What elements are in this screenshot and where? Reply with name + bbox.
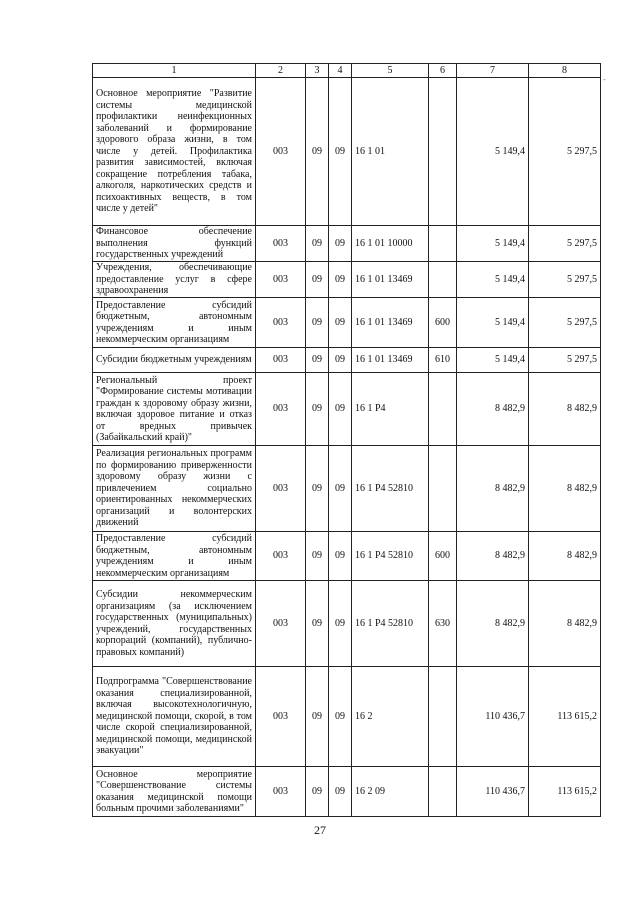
cell-amount-8: 5 297,5 — [529, 298, 601, 348]
cell-type — [429, 226, 457, 262]
cell-amount-8: 5 297,5 — [529, 226, 601, 262]
cell-subsection: 09 — [329, 78, 352, 226]
table-row — [93, 226, 601, 262]
cell-type: 600 — [429, 298, 457, 348]
col-header: 3 — [306, 64, 329, 78]
cell-section: 09 — [306, 767, 329, 817]
row-name: Региональный проект "Формирование системы мотивации граждан к здоровому образу жизни, включая здоровое питание и отказ от вредных привычек (Забайкальский край)" — [93, 373, 256, 446]
cell-section: 09 — [306, 532, 329, 581]
cell-amount-8: 113 615,2 — [529, 767, 601, 817]
cell-section: 09 — [306, 262, 329, 298]
cell-code: 003 — [256, 532, 306, 581]
cell-type — [429, 767, 457, 817]
cell-target: 16 1 01 13469 — [352, 348, 429, 373]
table-row — [93, 532, 601, 581]
cell-amount-7: 5 149,4 — [457, 298, 529, 348]
cell-amount-7: 8 482,9 — [457, 532, 529, 581]
cell-target: 16 1 01 10000 — [352, 226, 429, 262]
col-header: 5 — [352, 64, 429, 78]
col-header: 6 — [429, 64, 457, 78]
cell-target: 16 1 01 13469 — [352, 298, 429, 348]
table-row — [93, 581, 601, 667]
cell-section: 09 — [306, 298, 329, 348]
cell-target: 16 1 Р4 52810 — [352, 446, 429, 532]
cell-subsection: 09 — [329, 298, 352, 348]
cell-code: 003 — [256, 348, 306, 373]
cell-target: 16 2 — [352, 667, 429, 767]
table-row — [93, 767, 601, 817]
cell-code: 003 — [256, 767, 306, 817]
cell-code: 003 — [256, 446, 306, 532]
cell-target: 16 1 Р4 52810 — [352, 532, 429, 581]
cell-amount-7: 110 436,7 — [457, 667, 529, 767]
cell-amount-7: 8 482,9 — [457, 581, 529, 667]
cell-amount-8: 8 482,9 — [529, 446, 601, 532]
cell-type — [429, 262, 457, 298]
cell-target: 16 2 09 — [352, 767, 429, 817]
cell-amount-8: 113 615,2 — [529, 667, 601, 767]
cell-code: 003 — [256, 298, 306, 348]
row-name: Основное мероприятие "Совершенствование системы оказания медицинской помощи больным прочими заболеваниями" — [93, 767, 256, 817]
cell-subsection: 09 — [329, 348, 352, 373]
margin-mark: - — [603, 75, 606, 84]
cell-amount-7: 5 149,4 — [457, 262, 529, 298]
cell-amount-8: 5 297,5 — [529, 348, 601, 373]
cell-section: 09 — [306, 373, 329, 446]
cell-amount-8: 8 482,9 — [529, 373, 601, 446]
table-row — [93, 348, 601, 373]
cell-type — [429, 78, 457, 226]
cell-type: 630 — [429, 581, 457, 667]
table-row — [93, 262, 601, 298]
col-header: 4 — [329, 64, 352, 78]
row-name: Подпрограмма "Совершенствование оказания специализированной, включая высокотехнологичную, медицинской помощи, скорой, в том числе скорой специализированной, медицинской помощи, медицинской эвакуации" — [93, 667, 256, 767]
cell-subsection: 09 — [329, 446, 352, 532]
cell-subsection: 09 — [329, 262, 352, 298]
cell-section: 09 — [306, 78, 329, 226]
col-header: 8 — [529, 64, 601, 78]
col-header: 1 — [93, 64, 256, 78]
cell-section: 09 — [306, 226, 329, 262]
cell-subsection: 09 — [329, 373, 352, 446]
cell-amount-7: 8 482,9 — [457, 373, 529, 446]
page-number: 27 — [314, 823, 326, 837]
cell-type — [429, 373, 457, 446]
cell-amount-7: 5 149,4 — [457, 78, 529, 226]
cell-type: 610 — [429, 348, 457, 373]
cell-subsection: 09 — [329, 767, 352, 817]
cell-target: 16 1 Р4 — [352, 373, 429, 446]
cell-subsection: 09 — [329, 532, 352, 581]
row-name: Субсидии некоммерческим организациям (за исключением государственных (муниципальных) учреждений, государственных корпораций (компаний), публично-правовых компаний) — [93, 581, 256, 667]
cell-code: 003 — [256, 78, 306, 226]
row-name: Учреждения, обеспечивающие предоставление услуг в сфере здравоохранения — [93, 262, 256, 298]
cell-code: 003 — [256, 373, 306, 446]
cell-section: 09 — [306, 581, 329, 667]
cell-amount-7: 5 149,4 — [457, 226, 529, 262]
cell-amount-8: 5 297,5 — [529, 78, 601, 226]
cell-target: 16 1 Р4 52810 — [352, 581, 429, 667]
cell-amount-7: 5 149,4 — [457, 348, 529, 373]
cell-subsection: 09 — [329, 667, 352, 767]
row-name: Субсидии бюджетным учреждениям — [93, 348, 256, 373]
cell-amount-7: 8 482,9 — [457, 446, 529, 532]
table-row — [93, 298, 601, 348]
cell-code: 003 — [256, 667, 306, 767]
cell-type — [429, 446, 457, 532]
row-name: Предоставление субсидий бюджетным, автономным учреждениям и иным некоммерческим организациям — [93, 532, 256, 581]
cell-target: 16 1 01 — [352, 78, 429, 226]
cell-type: 600 — [429, 532, 457, 581]
row-name: Предоставление субсидий бюджетным, автономным учреждениям и иным некоммерческим организациям — [93, 298, 256, 348]
budget-table — [92, 63, 601, 817]
cell-type — [429, 667, 457, 767]
cell-amount-8: 5 297,5 — [529, 262, 601, 298]
cell-code: 003 — [256, 226, 306, 262]
table-header-row — [93, 64, 601, 78]
cell-subsection: 09 — [329, 581, 352, 667]
table-row — [93, 446, 601, 532]
cell-section: 09 — [306, 348, 329, 373]
cell-subsection: 09 — [329, 226, 352, 262]
cell-section: 09 — [306, 667, 329, 767]
row-name: Реализация региональных программ по формированию приверженности здоровому образу жизни с привлечением социально ориентированных некоммерческих организаций и волонтерских движений — [93, 446, 256, 532]
row-name: Основное мероприятие "Развитие системы медицинской профилактики неинфекционных заболеваний и формирование здорового образа жизни, в том числе у детей. Профилактика развития зависимостей, включая сокращение потребления табака, алкоголя, наркотических средств и психоактивных веществ, в том числе у детей" — [93, 78, 256, 226]
cell-code: 003 — [256, 581, 306, 667]
table-row — [93, 373, 601, 446]
cell-amount-8: 8 482,9 — [529, 581, 601, 667]
table-row — [93, 667, 601, 767]
cell-amount-8: 8 482,9 — [529, 532, 601, 581]
cell-code: 003 — [256, 262, 306, 298]
cell-section: 09 — [306, 446, 329, 532]
row-name: Финансовое обеспечение выполнения функций государственных учреждений — [93, 226, 256, 262]
cell-amount-7: 110 436,7 — [457, 767, 529, 817]
col-header: 2 — [256, 64, 306, 78]
table-row — [93, 78, 601, 226]
col-header: 7 — [457, 64, 529, 78]
cell-target: 16 1 01 13469 — [352, 262, 429, 298]
